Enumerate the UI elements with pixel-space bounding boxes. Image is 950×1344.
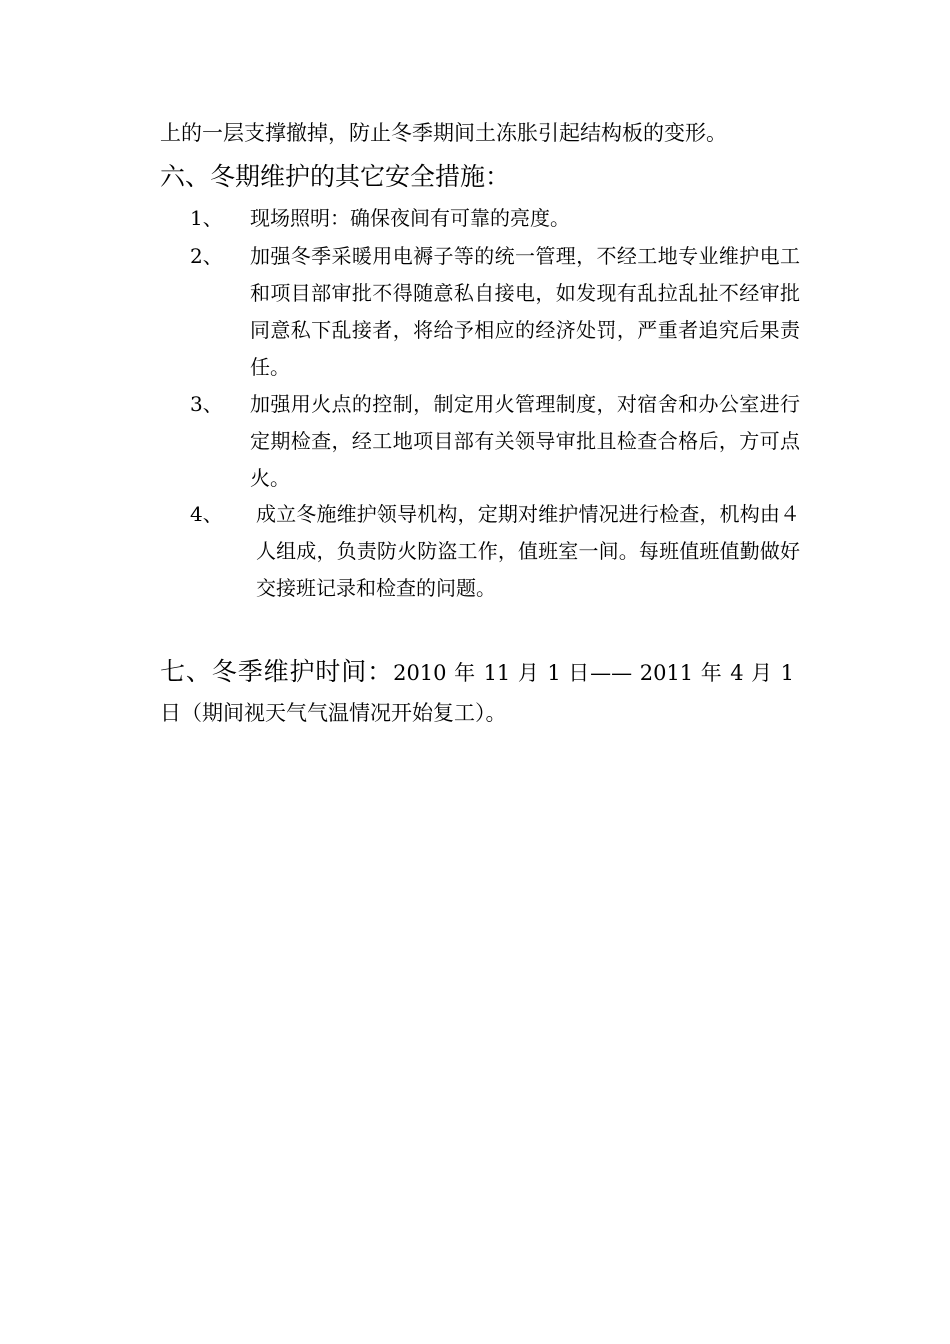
intro-line: 上的一层支撑撤掉，防止冬季期间土冻胀引起结构板的变形。 xyxy=(160,121,727,145)
list-item-number: 1、 xyxy=(190,206,223,230)
list-item-text: 现场照明：确保夜间有可靠的亮度。 xyxy=(250,206,570,230)
list-item-number: 3、 xyxy=(190,392,223,416)
list-item-text: 加强冬季采暖用电褥子等的统一管理，不经工地专业维护电工和项目部审批不得随意私自接电，如发现有乱拉乱扯不经审批同意私下乱接者，将给予相应的经济处罚，严重者追究后果责任。 xyxy=(250,244,800,379)
section-7 xyxy=(160,652,794,733)
list-item-number: 4、 xyxy=(190,502,223,526)
section-6-heading: 六、冬期维护的其它安全措施： xyxy=(160,162,511,191)
list-item-text: 成立冬施维护领导机构，定期对维护情况进行检查，机构由４人组成，负责防火防盗工作，值班室一间。每班值班值勤做好交接班记录和检查的问题。 xyxy=(256,502,800,600)
section-7-heading: 七、冬季维护时间： xyxy=(160,657,394,686)
list-item-text: 加强用火点的控制，制定用火管理制度，对宿舍和办公室进行定期检查，经工地项目部有关领导审批且检查合格后，方可点火。 xyxy=(250,392,800,490)
list-item-number: 2、 xyxy=(190,244,223,268)
section-7-text: 2010 年 11 月 1 日—— 2011 年 4 月 1 日（期间视天气气温情况开始复工）。 xyxy=(160,661,794,725)
